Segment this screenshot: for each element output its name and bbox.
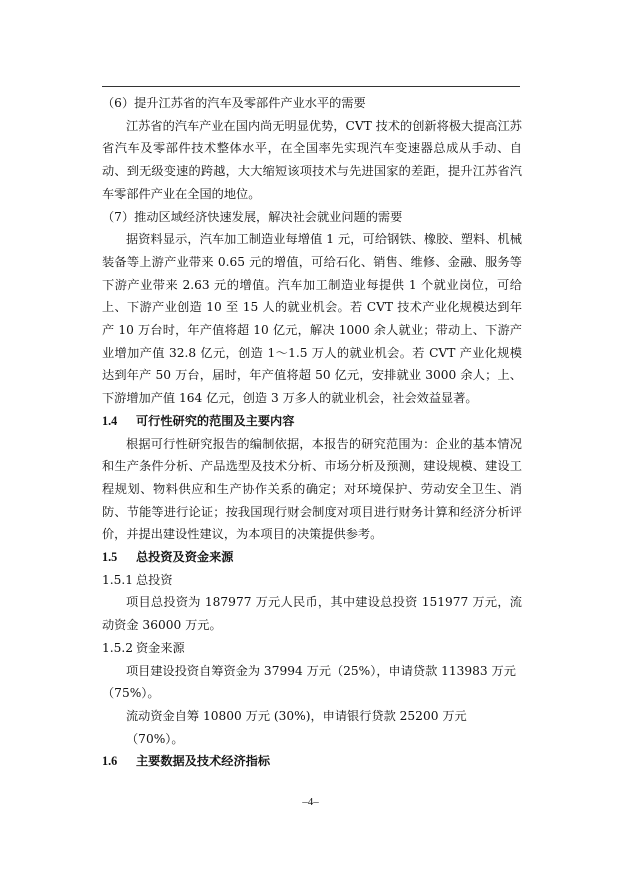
subsection-number: 1.5.2 (102, 640, 134, 655)
subsection-number: 1.5.1 (102, 572, 134, 587)
item-6-title: （6）提升江苏省的汽车及零部件产业水平的需要 (102, 96, 366, 110)
subsection-1-5-1-heading (102, 569, 522, 592)
section-1-6-heading (102, 750, 522, 773)
page-number: –4– (302, 796, 319, 808)
subsection-1-5-2-heading (102, 637, 522, 660)
funding-line-1: 项目建设投资自筹资金为 37994 万元（25%），申请贷款 113983 万元 (126, 663, 516, 678)
item-6-paragraph: 江苏省的汽车产业在国内尚无明显优势，CVT 技术的创新将极大提高江苏省汽车及零部件技术整体水平，在全国率先实现汽车变速器总成从手动、自动、到无级变速的跨越，大大缩短该项技术与先进国家的差距，提升江苏省汽车零部件产业在全国的地位。 (102, 118, 522, 201)
total-investment-paragraph: 项目总投资为 187977 万元人民币，其中建设总投资 151977 万元，流动资金 36000 万元。 (102, 595, 522, 633)
section-number: 1.6 (102, 754, 118, 769)
subsection-title: 资金来源 (136, 640, 185, 655)
section-number: 1.5 (102, 550, 118, 565)
document-body (102, 92, 522, 773)
section-1-4-heading (102, 410, 522, 433)
section-1-5-heading (102, 546, 522, 569)
section-title: 总投资及资金来源 (136, 550, 234, 565)
section-1-4-paragraph: 根据可行性研究报告的编制依据，本报告的研究范围为：企业的基本情况和生产条件分析、产品选型及技术分析、市场分析及预测，建设规模、建设工程规划、物料供应和生产协作关系的确定；对环境保护、劳动安全卫生、消防、节能等进行论证；按我国现行财会制度对项目进行财务计算和经济分析评价，并提出建设性建议，为本项目的决策提供参考。 (102, 436, 522, 542)
item-7-title: （7）推动区域经济快速发展，解决社会就业问题的需要 (102, 209, 403, 224)
header-rule (102, 86, 520, 87)
funding-line-2: 流动资金自筹 10800 万元 (30%)，申请银行贷款 25200 万元（70%）。 (126, 708, 467, 746)
section-title: 主要数据及技术经济指标 (136, 754, 271, 769)
item-7-paragraph: 据资料显示，汽车加工制造业每增值 1 元，可给钢铁、橡胶、塑料、机械装备等上游产业带来 0.65 元的增值，可给石化、销售、维修、金融、服务等下游产业带来 2.63 元的增值。汽车加工制造业每提供 1 个就业岗位，可给上、下游产业创造 10 至 15 人的就业机会。若 CVT 技术产业化规模达到年产 10 万台时，年产值将超 10 亿元，解决 1000 余人就业；带动上、下游产业增加产值 32.8 亿元，创造 1～1.5 万人的就业机会。若 CVT 产业化规模达到年产 50 万台，届时，年产值将超 50 亿元，安排就业 3000 余人；上、下游增加产值 164 亿元，创造 3 万多人的就业机会，社会效益显著。 (102, 232, 523, 406)
section-title: 可行性研究的范围及主要内容 (136, 413, 295, 428)
funding-line-1-continued: （75%）。 (102, 686, 160, 701)
section-number: 1.4 (102, 413, 118, 428)
subsection-title: 总投资 (136, 572, 173, 587)
